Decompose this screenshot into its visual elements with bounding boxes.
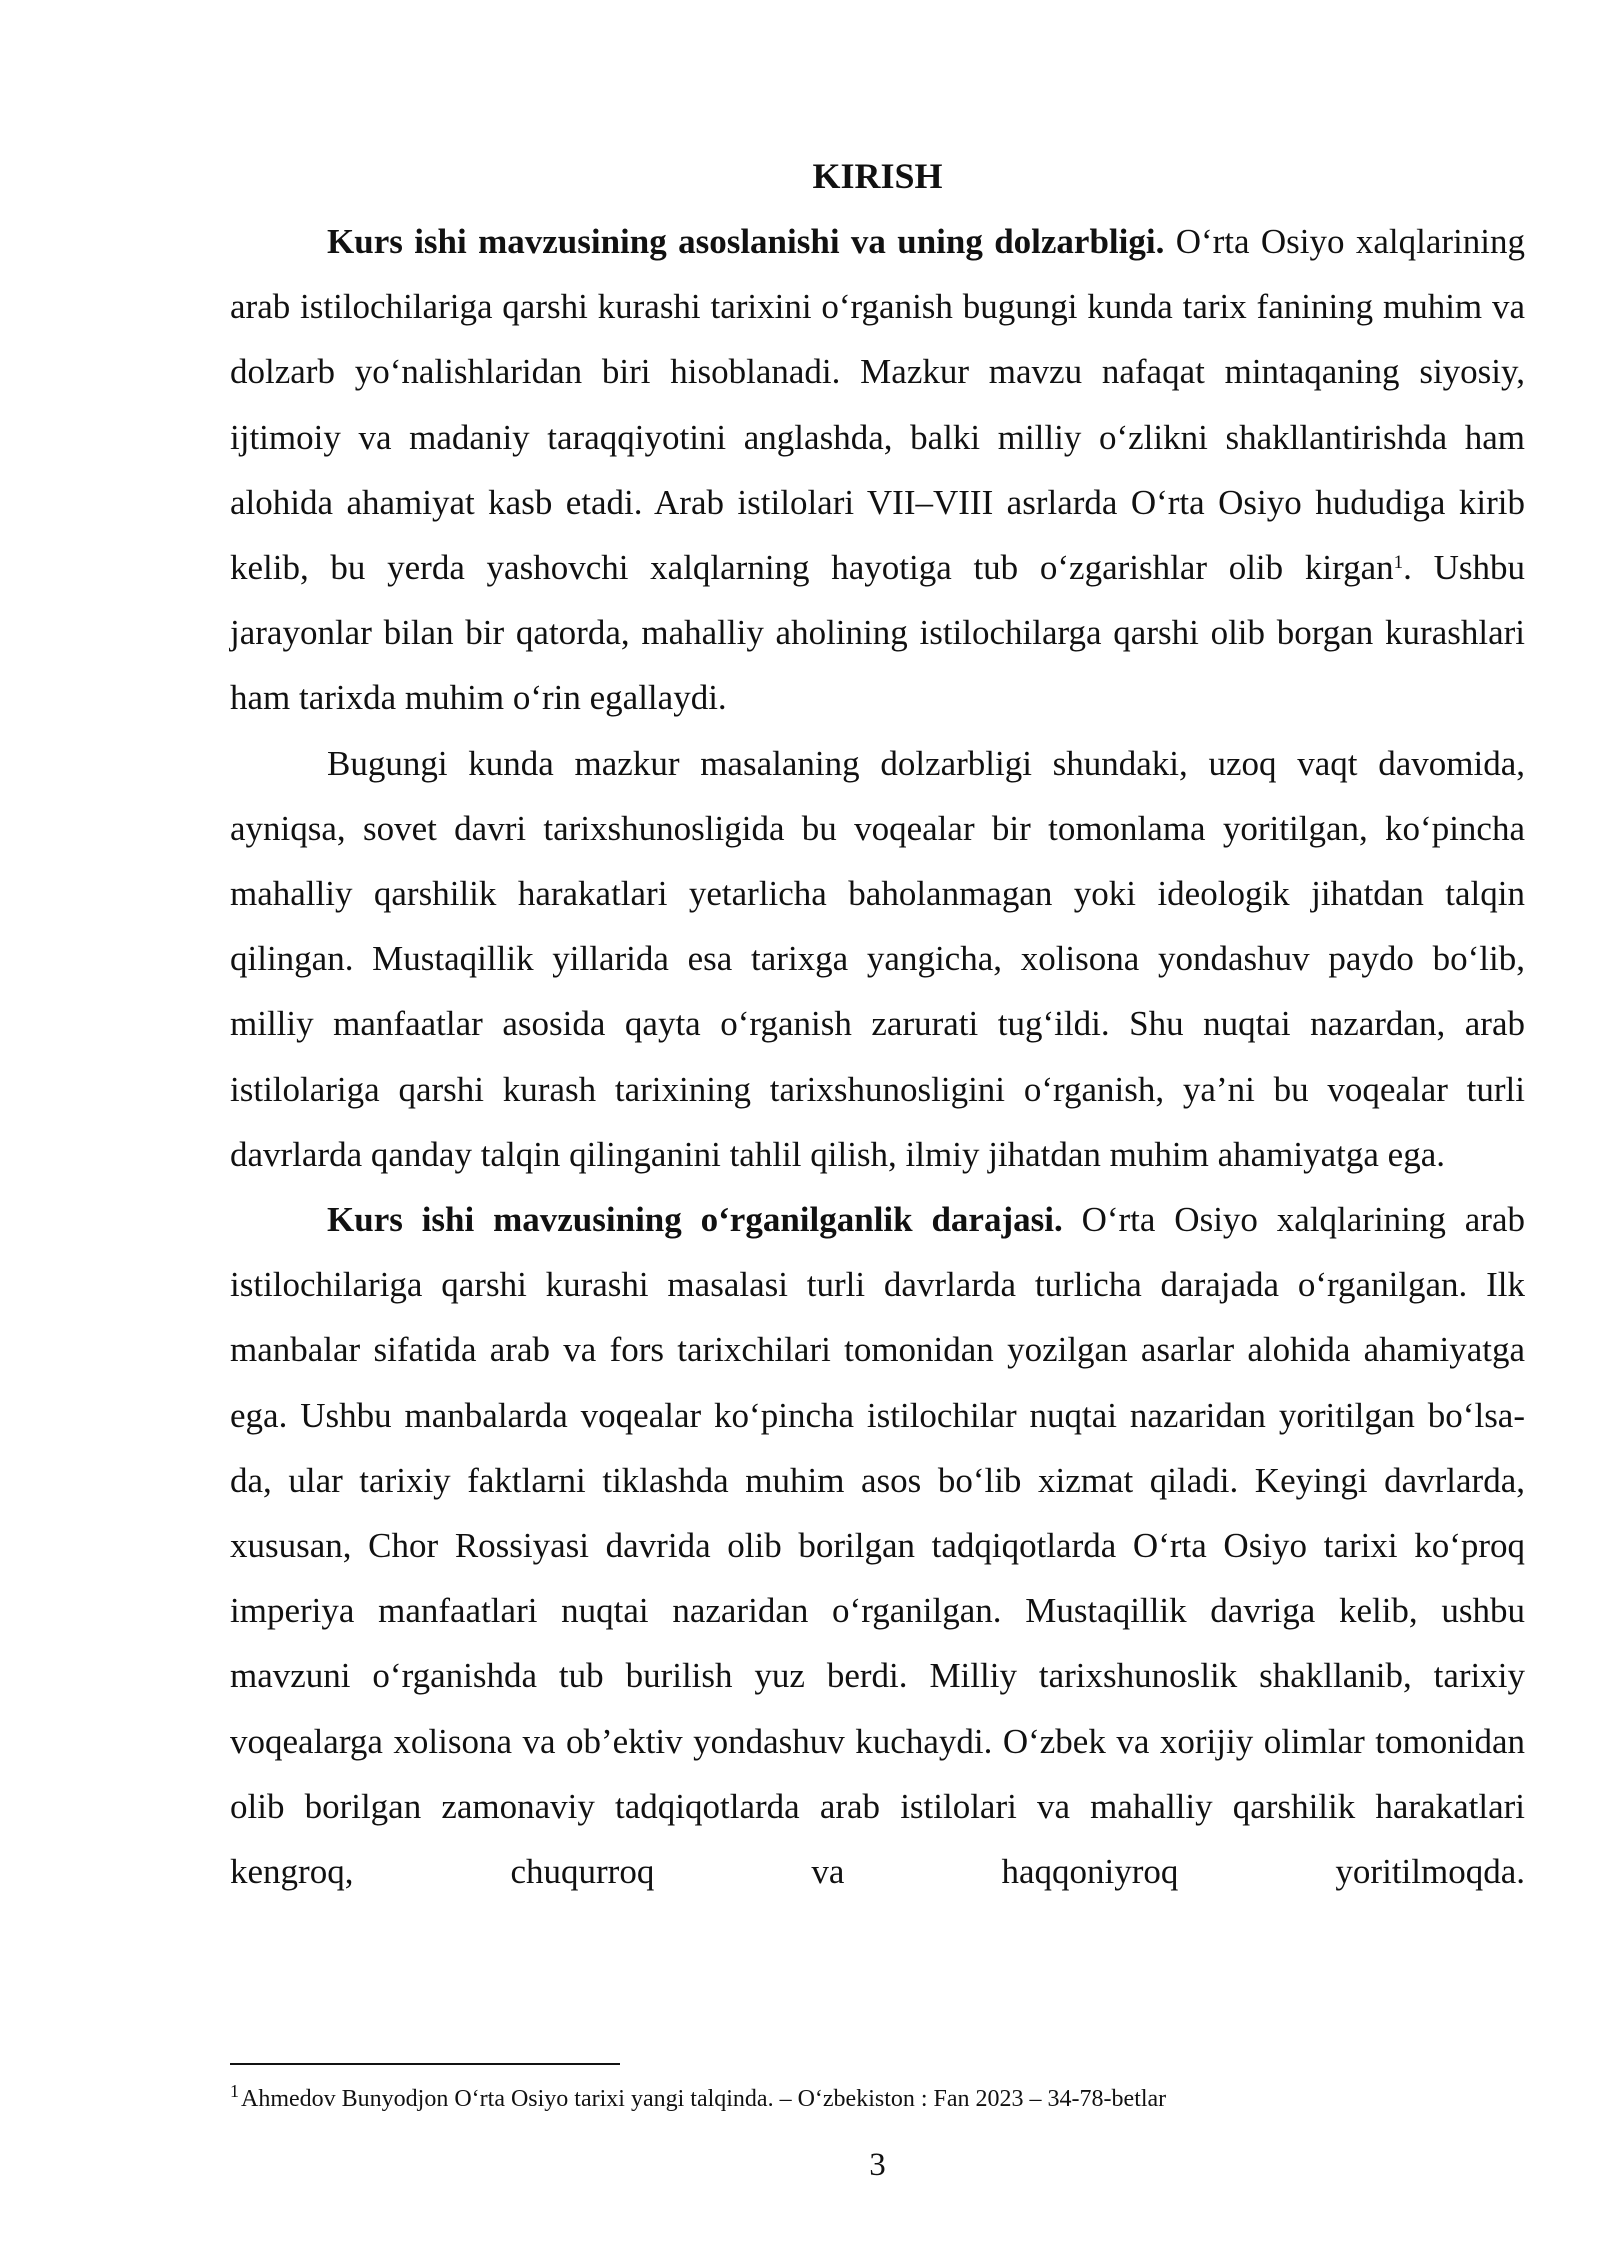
paragraph-text: O‘rta Osiyo xalqlarining arab istilochilariga qarshi kurashi tarixini o‘rganish bugungi kunda tarix fanining muhim va dolzarb yo‘nalishlaridan biri hisoblanadi. Mazkur mavzu nafaqat mintaqaning siyosiy, ijtimoiy va madaniy taraqqiyotini anglashda, balki milliy o‘zlikni shakllantirishda ham alohida ahamiyat kasb etadi. Arab istilolari VII–VIII asrlarda O‘rta Osiyo hududiga kirib kelib, bu yerda yashovchi xalqlarning hayotiga tub o‘zgarishlar olib kirgan <box>230 222 1525 588</box>
paragraph-current-relevance <box>230 731 1525 1187</box>
paragraph-relevance <box>230 209 1525 731</box>
footnote-reference: 1 <box>1393 552 1404 574</box>
footnote <box>230 2082 1525 2116</box>
paragraph-text: O‘rta Osiyo xalqlarining arab istilochilariga qarshi kurashi masalasi turli davrlarda turlicha darajada o‘rganilgan. Ilk manbalar sifatida arab va fors tarixchilari tomonidan yozilgan asarlar alohida ahamiyatga ega. Ushbu manbalarda voqealar ko‘pincha istilochilar nuqtai nazaridan yoritilgan bo‘lsa-da, ular tarixiy faktlarni tiklashda muhim asos bo‘lib xizmat qiladi. Keyingi davrlarda, xususan, Chor Rossiyasi davrida olib borilgan tadqiqotlarda O‘rta Osiyo tarixi ko‘proq imperiya manfaatlari nuqtai nazaridan o‘rganilgan. Mustaqillik davriga kelib, ushbu mavzuni o‘rganishda tub burilish yuz berdi. Milliy tarixshunoslik shakllanib, tarixiy voqealarga xolisona va ob’ektiv yondashuv kuchaydi. O‘zbek va xorijiy olimlar tomonidan olib borilgan zamonaviy tadqiqotlarda arab istilolari va mahalliy qarshilik harakatlari kengroq, chuqurroq va haqqoniyroq yoritilmoqda. <box>230 1200 1525 1892</box>
page-number: 3 <box>869 2147 886 2183</box>
paragraph-study-level <box>230 1187 1525 1904</box>
paragraph-text: Bugungi kunda mazkur masalaning dolzarbligi shundaki, uzoq vaqt davomida, ayniqsa, sovet davri tarixshunosligida bu voqealar bir tomonlama yoritilgan, ko‘pincha mahalliy qarshilik harakatlari yetarlicha baholanmagan yoki ideologik jihatdan talqin qilingan. Mustaqillik yillarida esa tarixga yangicha, xolisona yondashuv paydo bo‘lib, milliy manfaatlar asosida qayta o‘rganish zarurati tug‘ildi. Shu nuqtai nazardan, arab istilolariga qarshi kurash tarixining tarixshunosligini o‘rganish, ya’ni bu voqealar turli davrlarda qanday talqin qilinganini tahlil qilish, ilmiy jihatdan muhim ahamiyatga ega. <box>230 743 1525 1174</box>
section-heading: KIRISH <box>812 156 943 196</box>
footnote-separator <box>230 2063 620 2065</box>
body-text <box>230 209 1525 1904</box>
footnote-number: 1 <box>230 2081 239 2101</box>
paragraph-text: . Ushbu jarayonlar bilan bir qatorda, mahalliy aholining istilochilarga qarshi olib borgan kurashlari ham tarixda muhim o‘rin egallaydi. <box>230 548 1525 718</box>
paragraph-lead-relevance: Kurs ishi mavzusining asoslanishi va uning dolzarbligi. <box>327 222 1165 261</box>
footnote-text: Ahmedov Bunyodjon O‘rta Osiyo tarixi yangi talqinda. – O‘zbekiston : Fan 2023 – 34-78-betlar <box>241 2086 1167 2112</box>
paragraph-lead-study-level: Kurs ishi mavzusining o‘rganilganlik darajasi. <box>327 1200 1063 1240</box>
